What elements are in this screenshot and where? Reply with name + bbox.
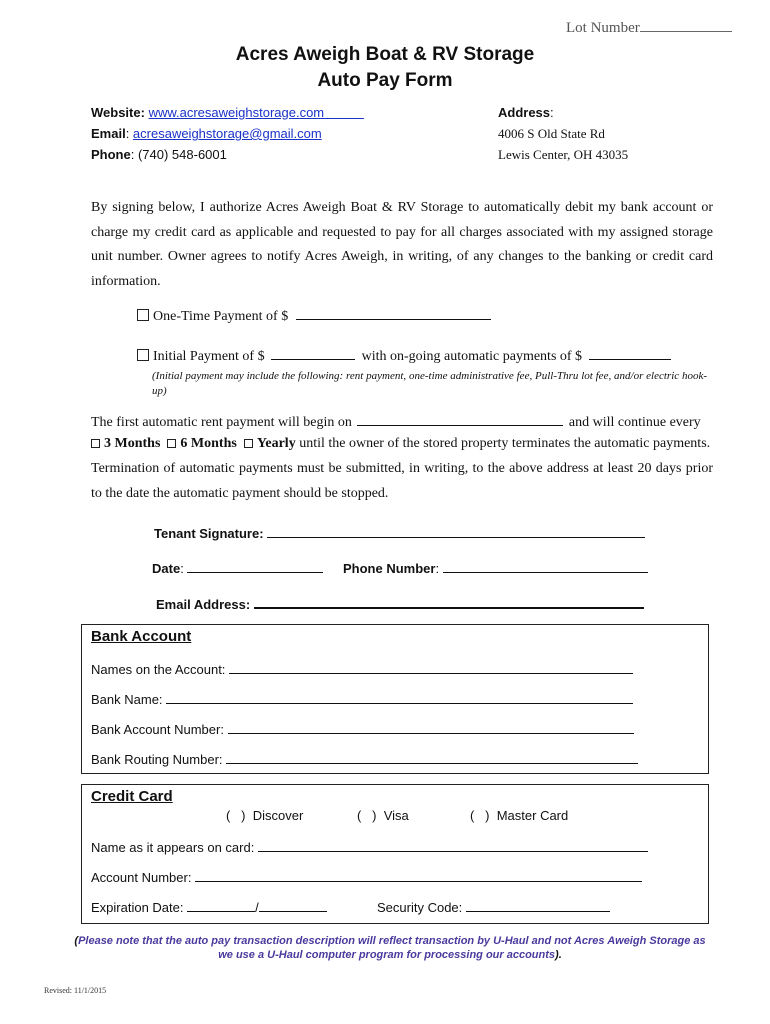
tenant-date-field[interactable]	[187, 559, 323, 573]
card-account-label: Account Number:	[91, 870, 192, 885]
card-account-row	[91, 868, 642, 885]
form-title-line1: Acres Aweigh Boat & RV Storage	[235, 44, 535, 65]
continue-text: and will continue every	[568, 415, 701, 430]
card-expiration-row: Expiration Date: /	[91, 898, 327, 915]
lot-number-label: Lot Number	[566, 20, 640, 36]
ongoing-amount-field[interactable]	[589, 346, 671, 360]
mastercard-label: ) Master Card	[485, 808, 569, 823]
card-security-field[interactable]	[466, 898, 610, 912]
bank-routing-label: Bank Routing Number:	[91, 752, 223, 767]
discover-label: ) Discover	[241, 808, 304, 823]
card-name-row	[91, 838, 648, 855]
tenant-date-row: Date:	[152, 559, 323, 576]
card-expiration-month-field[interactable]	[187, 898, 255, 912]
authorization-paragraph: By signing below, I authorize Acres Aweigh Boat & RV Storage to automatically debit my bank account or charge my credit card as applicable and requested to pay for all charges associated with my assigned storage unit number. Owner agrees to notify Acres Aweigh, in writing, of any changes to the banking or credit card information.	[91, 200, 713, 289]
until-text: until the owner of the stored property terminates the automatic payments.	[299, 436, 711, 451]
website-label: Website:	[91, 105, 145, 120]
bank-account-number-field[interactable]	[228, 720, 634, 734]
card-security-row	[377, 898, 610, 915]
card-security-label: Security Code:	[377, 900, 463, 915]
tenant-email-row	[156, 594, 644, 612]
card-account-field[interactable]	[195, 868, 642, 882]
three-months-label: 3 Months	[104, 436, 161, 451]
address-label-row: Address:	[498, 105, 554, 120]
email-label: Email	[91, 126, 126, 141]
visa-option[interactable]: ( ) Visa	[357, 808, 409, 823]
phone-label: Phone	[91, 147, 131, 162]
bank-routing-field[interactable]	[226, 750, 638, 764]
tenant-phone-label: Phone Number	[343, 561, 436, 576]
bank-names-field[interactable]	[229, 660, 633, 674]
address-line2: Lewis Center, OH 43035	[498, 147, 629, 162]
footer-note-close: ).	[555, 949, 562, 961]
bank-name-field[interactable]	[166, 690, 633, 704]
initial-amount-field[interactable]	[271, 346, 355, 360]
tenant-phone-row: Phone Number:	[343, 559, 648, 576]
begin-date-field[interactable]	[357, 412, 563, 426]
tenant-phone-field[interactable]	[443, 559, 648, 573]
bank-name-row	[91, 690, 633, 707]
bank-names-label: Names on the Account:	[91, 662, 226, 677]
visa-label: ) Visa	[372, 808, 409, 823]
bank-names-row	[91, 660, 633, 677]
tenant-email-label: Email Address:	[156, 597, 251, 612]
one-time-label: One-Time Payment of $	[153, 309, 289, 324]
one-time-amount-field[interactable]	[296, 306, 491, 320]
begin-text: The first automatic rent payment will begin on	[91, 415, 352, 430]
address-label: Address	[498, 105, 551, 120]
footer-note-text: Please note that the auto pay transaction description will reflect transaction by U-Haul and not Acres Aweigh Storage as we use a U-Haul computer program for processing our accounts	[78, 935, 706, 961]
initial-payment-note: (Initial payment may include the following: rent payment, one-time administrative fee, Pull-Thru lot fee, and/or electric hook-up)	[152, 370, 707, 397]
yearly-checkbox[interactable]	[244, 439, 253, 448]
phone-row: Phone: (740) 548-6001	[91, 147, 227, 162]
card-name-label: Name as it appears on card:	[91, 840, 255, 855]
bank-routing-row	[91, 750, 638, 767]
ongoing-label: with on-going automatic payments of $	[361, 349, 583, 364]
discover-option[interactable]: ( ) Discover	[226, 808, 304, 823]
footer-note	[70, 934, 710, 962]
six-months-label: 6 Months	[180, 436, 237, 451]
bank-account-number-label: Bank Account Number:	[91, 722, 224, 737]
footer-note-open: (	[74, 935, 79, 947]
revised-date: Revised: 11/1/2015	[44, 986, 107, 995]
tenant-signature-field[interactable]	[267, 524, 645, 538]
tenant-date-label: Date	[152, 561, 181, 576]
lot-number-field[interactable]	[640, 18, 732, 32]
schedule-frequency-row	[91, 436, 710, 452]
address-line1: 4006 S Old State Rd	[498, 126, 605, 141]
one-time-checkbox[interactable]	[137, 309, 149, 321]
one-time-payment-row	[137, 306, 491, 325]
initial-payment-row	[137, 346, 671, 365]
card-expiration-label: Expiration Date:	[91, 900, 184, 915]
termination-paragraph: Termination of automatic payments must be submitted, in writing, to the above address at least 20 days prior to the date the automatic payment should be stopped.	[91, 461, 713, 501]
website-link[interactable]: www.acresaweighstorage.com	[148, 105, 325, 120]
phone-value: (740) 548-6001	[137, 147, 227, 162]
six-months-checkbox[interactable]	[167, 439, 176, 448]
credit-card-heading: Credit Card	[91, 788, 173, 805]
card-expiration-year-field[interactable]	[259, 898, 327, 912]
card-name-field[interactable]	[258, 838, 648, 852]
lot-number	[566, 18, 732, 37]
tenant-signature-label: Tenant Signature:	[154, 526, 264, 541]
tenant-email-field[interactable]	[254, 594, 644, 609]
form-title-line2: Auto Pay Form	[317, 70, 453, 91]
bank-account-heading: Bank Account	[91, 628, 192, 645]
tenant-signature-row	[154, 524, 645, 541]
yearly-label: Yearly	[256, 436, 296, 451]
mastercard-option[interactable]: ( ) Master Card	[470, 808, 569, 823]
bank-account-number-row	[91, 720, 634, 737]
website-underline	[324, 105, 364, 120]
schedule-begin-row	[91, 412, 701, 431]
email-link[interactable]: acresaweighstorage@gmail.com	[132, 126, 322, 141]
three-months-checkbox[interactable]	[91, 439, 100, 448]
email-row: Email: acresaweighstorage@gmail.com	[91, 126, 322, 141]
website-row	[91, 105, 364, 120]
initial-payment-label: Initial Payment of $	[153, 349, 265, 364]
bank-name-label: Bank Name:	[91, 692, 163, 707]
initial-payment-checkbox[interactable]	[137, 349, 149, 361]
